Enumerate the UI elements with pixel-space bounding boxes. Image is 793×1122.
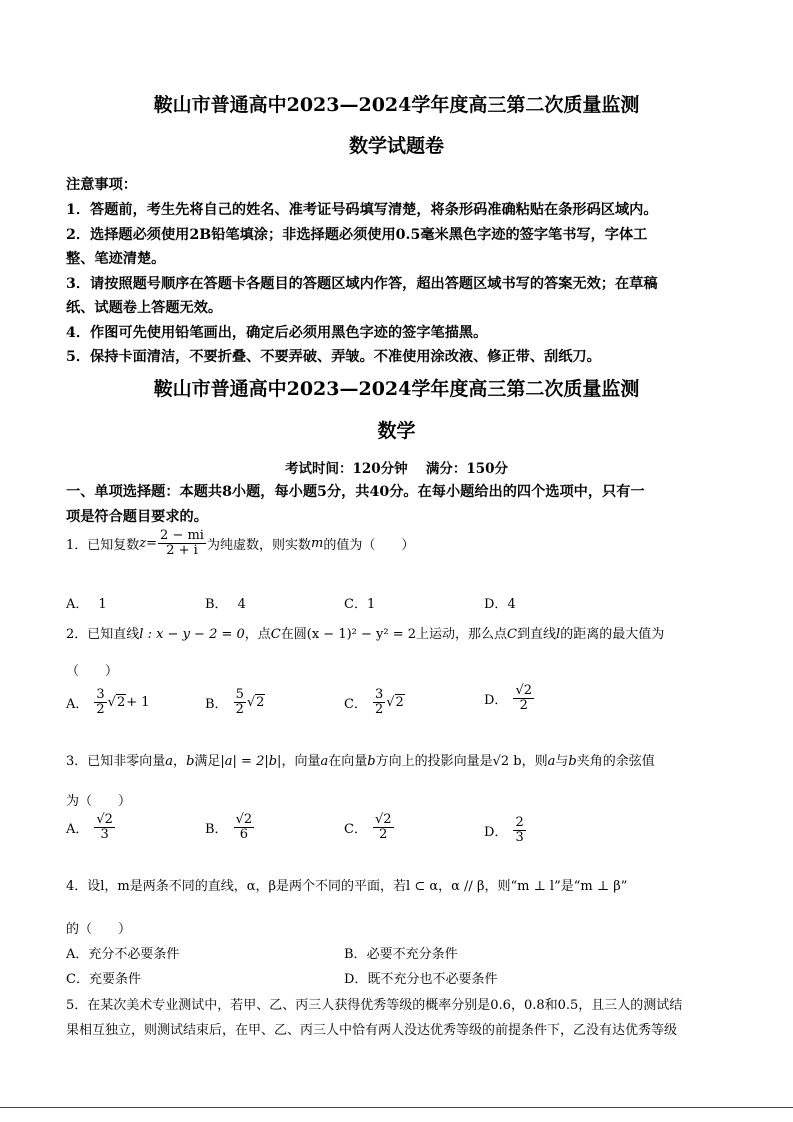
exam-subject: 数学 bbox=[377, 420, 416, 442]
q1-suffix: 的值为（ ） bbox=[323, 537, 415, 553]
page-title: 鞍山市普通高中2023—2024学年度高三第二次质量监测 bbox=[153, 94, 640, 116]
notice-heading: 注意事项： bbox=[66, 177, 137, 193]
q1-eq: = bbox=[146, 535, 158, 551]
q4-line2: 的（ ） bbox=[66, 922, 132, 937]
section-heading-cont: 项是符合题目要求的。 bbox=[66, 509, 208, 525]
question-3: 3．已知非零向量a，b满足|a| = 2|b|，向量a在向量b方向上的投影向量是√2 b，则a与b夹角的余弦值 bbox=[66, 754, 655, 769]
q1-option-d[interactable]: D．4 bbox=[484, 597, 516, 612]
page-bottom-divider bbox=[0, 1107, 793, 1108]
q1-option-c[interactable]: C．1 bbox=[344, 597, 376, 612]
q3-option-d[interactable]: D． $\frac{2}{3}$ bbox=[484, 815, 524, 845]
q3-projection: √2 b bbox=[492, 754, 522, 769]
q1-mid: 为纯虚数，则实数 bbox=[206, 537, 311, 553]
q3-line2: 为（ ） bbox=[66, 794, 132, 809]
q2-paren: （ ） bbox=[66, 664, 119, 679]
question-2: 2．已知直线l : x − y − 2 = 0，点C在圆(x − 1)² − y² = 2上运动，那么点C到直线l的距离的最大值为 bbox=[66, 627, 665, 642]
q4-option-a[interactable]: A．充分不必要条件 bbox=[66, 947, 180, 962]
q5-line2: 果相互独立，则测试结束后，在甲、乙、丙三人中恰有两人没达优秀等级的前提条件下，乙没有达优秀等级 bbox=[66, 1023, 678, 1038]
q3-option-a[interactable]: A． $\frac{√2}{3}$ bbox=[66, 812, 113, 842]
q1-option-b[interactable]: B． 4 bbox=[205, 597, 246, 612]
q1-denominator: 2 + i bbox=[166, 542, 198, 558]
q1-prefix: 1．已知复数 bbox=[66, 537, 140, 553]
exam-info: 考试时间：120分钟 满分：150分 bbox=[284, 461, 509, 477]
question-4: 4．设l，m是两条不同的直线，α，β是两个不同的平面，若l ⊂ α，α // β，则“m ⊥ l”是“m ⊥ β” bbox=[66, 879, 628, 894]
notice-item: 4．作图可先使用铅笔画出，确定后必须用黑色字迹的签字笔描黑。 bbox=[66, 325, 488, 341]
q2-option-d[interactable]: D． $\frac{√2}{2}$ bbox=[484, 683, 532, 713]
q1-numerator: 2 − mi bbox=[160, 528, 204, 543]
q2-line-expr: l : x − y − 2 = 0 bbox=[139, 627, 245, 642]
q3-condition: |a| = 2|b| bbox=[220, 754, 282, 769]
notice-item: 2．选择题必须使用2B铅笔填涂；非选择题必须使用0.5毫米黑色字迹的签字笔书写，字体工 bbox=[66, 227, 648, 243]
notice-item: 1．答题前，考生先将自己的姓名、准考证号码填写清楚，将条形码准确粘贴在条形码区域内。 bbox=[66, 202, 658, 218]
exam-title: 鞍山市普通高中2023—2024学年度高三第二次质量监测 bbox=[153, 378, 640, 400]
q1-fraction bbox=[158, 529, 206, 557]
notice-item: 5．保持卡面清洁，不要折叠、不要弄破、弄皱。不准使用涂改液、修正带、刮纸刀。 bbox=[66, 349, 601, 365]
notice-item: 3．请按照题号顺序在答题卡各题目的答题区域内作答，超出答题区域书写的答案无效；在草稿 bbox=[66, 276, 658, 292]
question-5: 5．在某次美术专业测试中，若甲、乙、丙三人获得优秀等级的概率分别是0.6，0.8和0.5，且三人的测试结 bbox=[66, 998, 683, 1013]
page-subtitle: 数学试题卷 bbox=[348, 135, 444, 157]
q2-option-b[interactable]: B． $\frac{5}{2}$ √ 2 bbox=[205, 687, 265, 717]
q1-z: z bbox=[139, 535, 147, 551]
q2-option-c[interactable]: C． $\frac{3}{2}$ √ 2 bbox=[344, 687, 404, 717]
notice-item: 整、笔迹清楚。 bbox=[66, 251, 166, 267]
q4-option-d[interactable]: D．既不充分也不必要条件 bbox=[344, 972, 498, 987]
q1-option-a[interactable]: A． 1 bbox=[66, 597, 107, 612]
q3-option-b[interactable]: B． $\frac{√2}{6}$ bbox=[205, 812, 253, 842]
notice-item: 纸、试题卷上答题无效。 bbox=[66, 300, 223, 316]
q4-option-c[interactable]: C．充要条件 bbox=[66, 972, 141, 987]
section-heading: 一、单项选择题：本题共8小题，每小题5分，共40分。在每小题给出的四个选项中，只有一 bbox=[66, 484, 645, 500]
question-1 bbox=[66, 529, 414, 557]
q1-m: m bbox=[310, 535, 324, 551]
q2-option-a[interactable]: A． $\frac{3}{2}$ √ 2 + 1 bbox=[66, 687, 150, 717]
q3-option-c[interactable]: C． $\frac{√2}{2}$ bbox=[344, 812, 392, 842]
q2-circle-expr: (x − 1)² − y² = 2 bbox=[306, 627, 417, 642]
q4-option-b[interactable]: B．必要不充分条件 bbox=[344, 947, 458, 962]
